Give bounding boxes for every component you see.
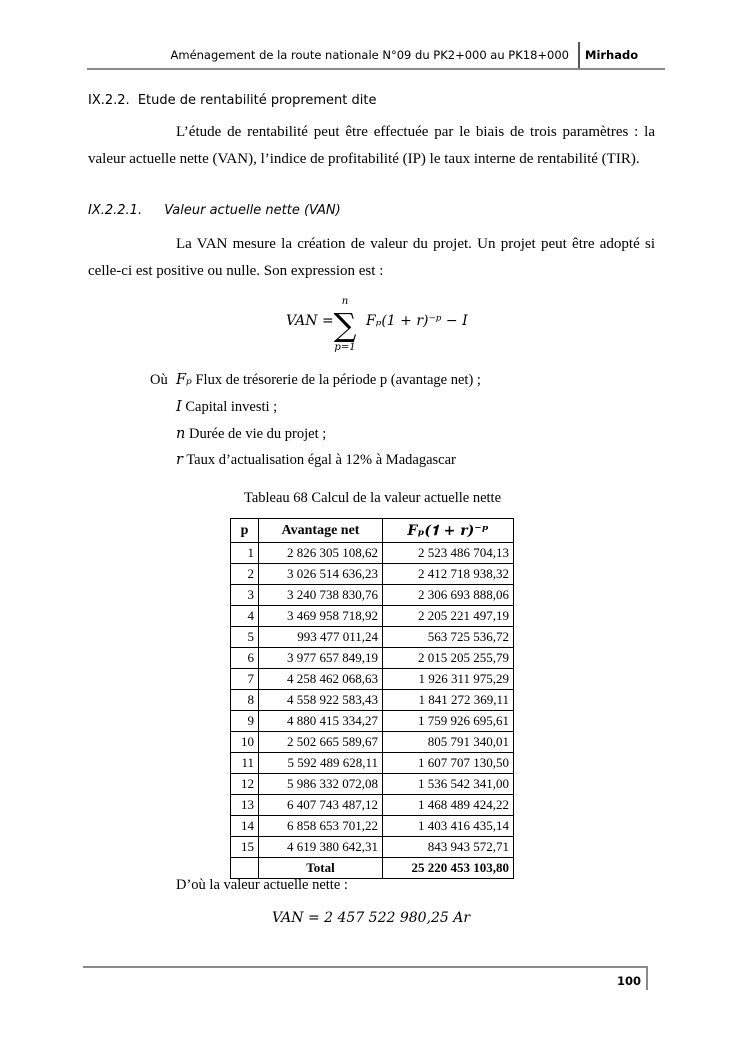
cell-discounted-flow: 843 943 572,71 [383, 837, 514, 858]
formula-lhs: VAN = [286, 313, 334, 329]
table-row [231, 837, 514, 858]
subsection-heading-ix-2-2-1 [88, 203, 341, 218]
table-total-row [231, 858, 514, 879]
cell-p: 7 [231, 669, 259, 690]
table-row [231, 627, 514, 648]
van-result: VAN = 2 457 522 980,25 Ar [272, 910, 471, 926]
cell-avantage-net: 4 258 462 068,63 [259, 669, 383, 690]
section-heading-ix-2-2 [88, 93, 376, 108]
header-avantage-net: Avantage net [259, 519, 383, 543]
table-row [231, 816, 514, 837]
definition-text: Taux d’actualisation égal à 12% à Madagascar [186, 452, 456, 468]
cell-avantage-net: 3 240 738 830,76 [259, 585, 383, 606]
table-row [231, 753, 514, 774]
section-number: IX.2.2. [88, 93, 130, 108]
intro-paragraph: L’étude de rentabilité peut être effectuée par le biais de trois paramètres : la valeur actuelle nette (VAN), l’indice de profitabilité (IP) le taux interne de rentabilité (TIR). [88, 124, 655, 167]
table-row [231, 648, 514, 669]
cell-avantage-net: 6 407 743 487,12 [259, 795, 383, 816]
table-row [231, 669, 514, 690]
cell-avantage-net: 6 858 653 701,22 [259, 816, 383, 837]
definition-symbol: n [176, 426, 186, 442]
cell-discounted-flow: 1 607 707 130,50 [383, 753, 514, 774]
cell-avantage-net: 3 469 958 718,92 [259, 606, 383, 627]
cell-discounted-flow: 805 791 340,01 [383, 732, 514, 753]
table-row [231, 564, 514, 585]
cell-p: 12 [231, 774, 259, 795]
header-title: Aménagement de la route nationale N°09 du PK2+000 au PK18+000 [170, 48, 569, 62]
table-caption: Tableau 68 Calcul de la valeur actuelle nette [243, 490, 502, 506]
cell-discounted-flow: 563 725 536,72 [383, 627, 514, 648]
cell-discounted-flow: 1 403 416 435,14 [383, 816, 514, 837]
table-row [231, 774, 514, 795]
definition-item [176, 426, 326, 443]
definition-item [176, 452, 456, 469]
definition-item [176, 399, 277, 416]
page-number: 100 [617, 974, 642, 988]
cell-p: 2 [231, 564, 259, 585]
formula-body: Fₚ(1 + r)⁻ᵖ − I [366, 313, 468, 329]
header-author: Mirhado [585, 48, 639, 62]
cell-discounted-flow: 1 468 489 424,22 [383, 795, 514, 816]
cell-p: 8 [231, 690, 259, 711]
total-value: 25 220 453 103,80 [383, 858, 514, 879]
subsection-title: Valeur actuelle nette (VAN) [164, 203, 341, 218]
definition-text: Flux de trésorerie de la période p (avantage net) ; [195, 372, 481, 388]
definition-item [176, 372, 481, 389]
cell-p: 1 [231, 543, 259, 564]
table-body [231, 543, 514, 858]
cell-discounted-flow: 1 536 542 341,00 [383, 774, 514, 795]
subsection-number: IX.2.2.1. [88, 203, 143, 218]
cell-avantage-net: 4 558 922 583,43 [259, 690, 383, 711]
definition-symbol: r [176, 452, 183, 468]
cell-discounted-flow: 2 523 486 704,13 [383, 543, 514, 564]
footer-rule [83, 966, 646, 968]
definition-symbol: Fₚ [176, 372, 192, 388]
table-row [231, 732, 514, 753]
van-table [230, 518, 514, 879]
cell-discounted-flow: 1 759 926 695,61 [383, 711, 514, 732]
table-row [231, 795, 514, 816]
cell-p: 9 [231, 711, 259, 732]
cell-discounted-flow: 2 205 221 497,19 [383, 606, 514, 627]
header-separator [578, 42, 580, 68]
header-discounted-flow: 𝑭ₚ(𝟏 + 𝒓)⁻ᵖ [383, 519, 514, 543]
cell-avantage-net: 5 592 489 628,11 [259, 753, 383, 774]
conclusion-text: D’où la valeur actuelle nette : [176, 877, 348, 893]
definition-text: Capital investi ; [185, 399, 278, 415]
table-row [231, 543, 514, 564]
cell-avantage-net: 2 502 665 589,67 [259, 732, 383, 753]
cell-avantage-net: 4 880 415 334,27 [259, 711, 383, 732]
header-rule [87, 68, 665, 70]
table-row [231, 711, 514, 732]
cell-avantage-net: 3 977 657 849,19 [259, 648, 383, 669]
cell-discounted-flow: 1 841 272 369,11 [383, 690, 514, 711]
table-row [231, 585, 514, 606]
header-p: p [231, 519, 259, 543]
table-row [231, 690, 514, 711]
section-title: Etude de rentabilité proprement dite [137, 93, 377, 108]
total-empty-cell [231, 858, 259, 879]
total-label: Total [259, 858, 383, 879]
cell-p: 14 [231, 816, 259, 837]
definition-text: Durée de vie du projet ; [188, 426, 327, 442]
table-row [231, 606, 514, 627]
cell-discounted-flow: 2 015 205 255,79 [383, 648, 514, 669]
sum-operator [328, 296, 362, 354]
cell-avantage-net: 993 477 011,24 [259, 627, 383, 648]
cell-avantage-net: 2 826 305 108,62 [259, 543, 383, 564]
cell-discounted-flow: 1 926 311 975,29 [383, 669, 514, 690]
cell-avantage-net: 4 619 380 642,31 [259, 837, 383, 858]
cell-p: 15 [231, 837, 259, 858]
van-paragraph: La VAN mesure la création de valeur du projet. Un projet peut être adopté si celle-ci est positive ou nulle. Son expression est : [88, 236, 655, 279]
cell-p: 11 [231, 753, 259, 774]
cell-p: 6 [231, 648, 259, 669]
cell-p: 4 [231, 606, 259, 627]
cell-avantage-net: 5 986 332 072,08 [259, 774, 383, 795]
cell-p: 3 [231, 585, 259, 606]
cell-p: 5 [231, 627, 259, 648]
cell-discounted-flow: 2 306 693 888,06 [383, 585, 514, 606]
cell-p: 13 [231, 795, 259, 816]
cell-avantage-net: 3 026 514 636,23 [259, 564, 383, 585]
definition-symbol: I [176, 399, 182, 415]
definition-intro: Où [150, 372, 168, 388]
sigma-icon: ∑ [333, 306, 357, 344]
table-header-row [231, 519, 514, 543]
sum-lower-limit: p=1 [334, 342, 356, 353]
footer-bar [646, 966, 648, 990]
cell-discounted-flow: 2 412 718 938,32 [383, 564, 514, 585]
sum-upper-limit: n [341, 296, 349, 307]
cell-p: 10 [231, 732, 259, 753]
